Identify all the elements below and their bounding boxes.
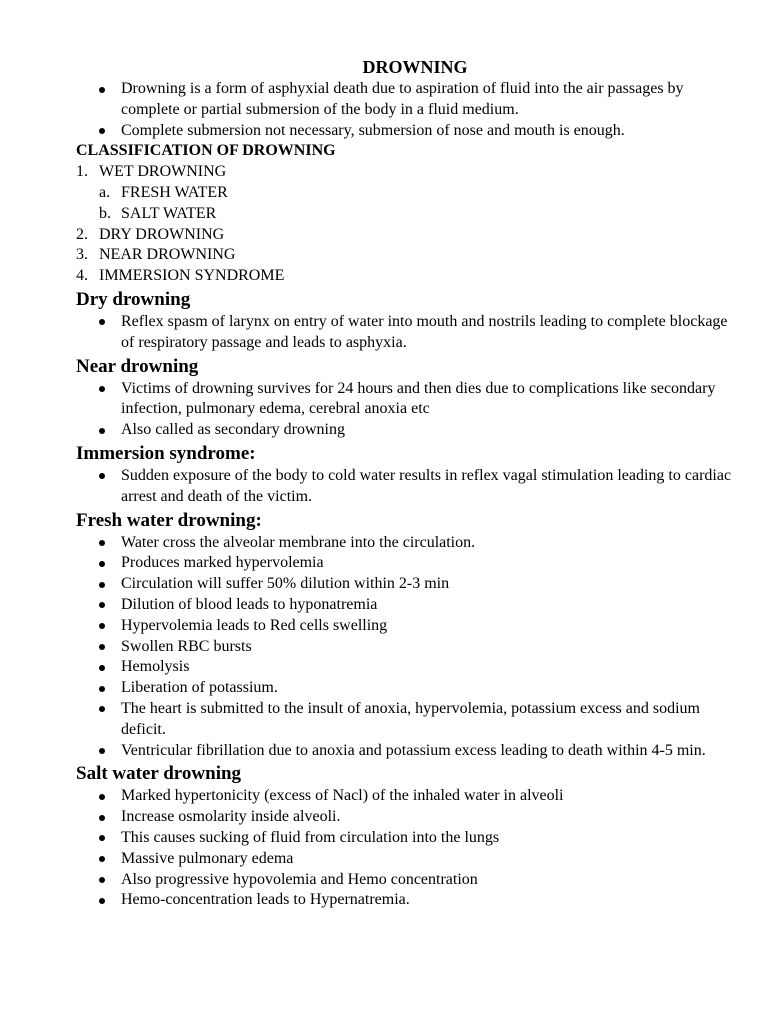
classification-item [76, 162, 736, 183]
section-heading-near-drowning: Near drowning [76, 355, 199, 377]
salt-water-drowning-list [76, 786, 736, 911]
immersion-syndrome-list [76, 466, 736, 508]
classification-list [76, 162, 736, 287]
list-marker: 1. [76, 163, 88, 181]
bullet-icon [99, 319, 105, 325]
list-item-text: Sudden exposure of the body to cold water results in reflex vagal stimulation leading to cardiac arrest and death of the victim. [121, 466, 732, 505]
bullet-icon [99, 582, 105, 588]
list-item-text: Hemolysis [121, 658, 190, 676]
bullet-icon [99, 128, 105, 134]
section-heading-salt-water-drowning: Salt water drowning [76, 763, 242, 785]
list-item-text: Hemo-concentration leads to Hypernatremia. [121, 891, 410, 909]
list-marker: 2. [76, 225, 88, 243]
list-item [76, 828, 736, 849]
list-item-text: Also progressive hypovolemia and Hemo concentration [121, 870, 478, 888]
classification-item [76, 245, 736, 266]
bullet-icon [99, 877, 105, 883]
classification-subitem [76, 204, 736, 225]
list-item-text: Increase osmolarity inside alveoli. [121, 808, 341, 826]
fresh-water-drowning-list [76, 533, 736, 762]
list-item [76, 79, 736, 121]
list-item [76, 533, 736, 554]
list-item-text: Reflex spasm of larynx on entry of water into mouth and nostrils leading to complete blockage of respiratory passage and leads to asphyxia. [121, 312, 728, 351]
bullet-icon [99, 748, 105, 754]
list-item [76, 312, 736, 354]
list-marker: 4. [76, 267, 88, 285]
classification-item-text: DRY DROWNING [99, 225, 225, 243]
list-item-text: Liberation of potassium. [121, 679, 278, 697]
bullet-icon [99, 665, 105, 671]
document-body [76, 56, 736, 911]
list-item-text: Massive pulmonary edema [121, 849, 294, 867]
classification-item-text: IMMERSION SYNDROME [99, 267, 285, 285]
list-item-text: Produces marked hypervolemia [121, 554, 324, 572]
list-item [76, 616, 736, 637]
list-item [76, 466, 736, 508]
list-item [76, 699, 736, 741]
bullet-icon [99, 561, 105, 567]
classification-subitem [76, 183, 736, 204]
bullet-icon [99, 815, 105, 821]
bullet-icon [99, 898, 105, 904]
classification-subitem-text: FRESH WATER [121, 183, 228, 201]
classification-item [76, 266, 736, 287]
list-item [76, 678, 736, 699]
list-item [76, 849, 736, 870]
bullet-icon [99, 602, 105, 608]
list-item [76, 121, 736, 142]
bullet-icon [99, 428, 105, 434]
list-item [76, 807, 736, 828]
bullet-icon [99, 706, 105, 712]
page-title: DROWNING [362, 57, 468, 77]
list-item-text: Ventricular fibrillation due to anoxia and potassium excess leading to death within 4-5 min. [121, 741, 706, 759]
bullet-icon [99, 794, 105, 800]
dry-drowning-list [76, 312, 736, 354]
bullet-icon [99, 644, 105, 650]
list-item [76, 657, 736, 678]
list-marker: a. [99, 183, 111, 201]
list-item-text: Complete submersion not necessary, submersion of nose and mouth is enough. [121, 121, 625, 139]
classification-item-text: WET DROWNING [99, 163, 227, 181]
near-drowning-list [76, 379, 736, 441]
bullet-icon [99, 386, 105, 392]
classification-heading: CLASSIFICATION OF DROWNING [76, 142, 336, 160]
bullet-icon [99, 87, 105, 93]
list-item-text: Swollen RBC bursts [121, 637, 252, 655]
bullet-icon [99, 686, 105, 692]
bullet-icon [99, 623, 105, 629]
list-item [76, 574, 736, 595]
list-item [76, 890, 736, 911]
list-item [76, 420, 736, 441]
list-item-text: Also called as secondary drowning [121, 421, 345, 439]
intro-list [76, 79, 736, 141]
bullet-icon [99, 835, 105, 841]
list-item-text: Hypervolemia leads to Red cells swelling [121, 616, 388, 634]
list-item [76, 379, 736, 421]
list-item [76, 870, 736, 891]
list-item-text: Marked hypertonicity (excess of Nacl) of the inhaled water in alveoli [121, 787, 564, 805]
classification-item [76, 225, 736, 246]
list-marker: 3. [76, 246, 88, 264]
list-item [76, 595, 736, 616]
classification-subitem-text: SALT WATER [121, 204, 217, 222]
list-item [76, 786, 736, 807]
section-heading-immersion-syndrome: Immersion syndrome: [76, 442, 256, 464]
list-item [76, 741, 736, 762]
bullet-icon [99, 856, 105, 862]
classification-item-text: NEAR DROWNING [99, 246, 236, 264]
bullet-icon [99, 473, 105, 479]
section-heading-dry-drowning: Dry drowning [76, 288, 191, 310]
list-item-text: The heart is submitted to the insult of anoxia, hypervolemia, potassium excess and sodium deficit. [121, 699, 700, 738]
list-item [76, 553, 736, 574]
list-item [76, 637, 736, 658]
list-item-text: This causes sucking of fluid from circulation into the lungs [121, 828, 500, 846]
list-item-text: Victims of drowning survives for 24 hours and then dies due to complications like secondary infection, pulmonary edema, cerebral anoxia etc [121, 379, 716, 418]
list-item-text: Water cross the alveolar membrane into the circulation. [121, 533, 476, 551]
list-item-text: Drowning is a form of asphyxial death due to aspiration of fluid into the air passages by complete or partial submersion of the body in a fluid medium. [121, 80, 684, 118]
list-item-text: Circulation will suffer 50% dilution within 2-3 min [121, 575, 450, 593]
bullet-icon [99, 540, 105, 546]
list-item-text: Dilution of blood leads to hyponatremia [121, 595, 378, 613]
list-marker: b. [99, 204, 111, 222]
section-heading-fresh-water-drowning: Fresh water drowning: [76, 509, 262, 531]
